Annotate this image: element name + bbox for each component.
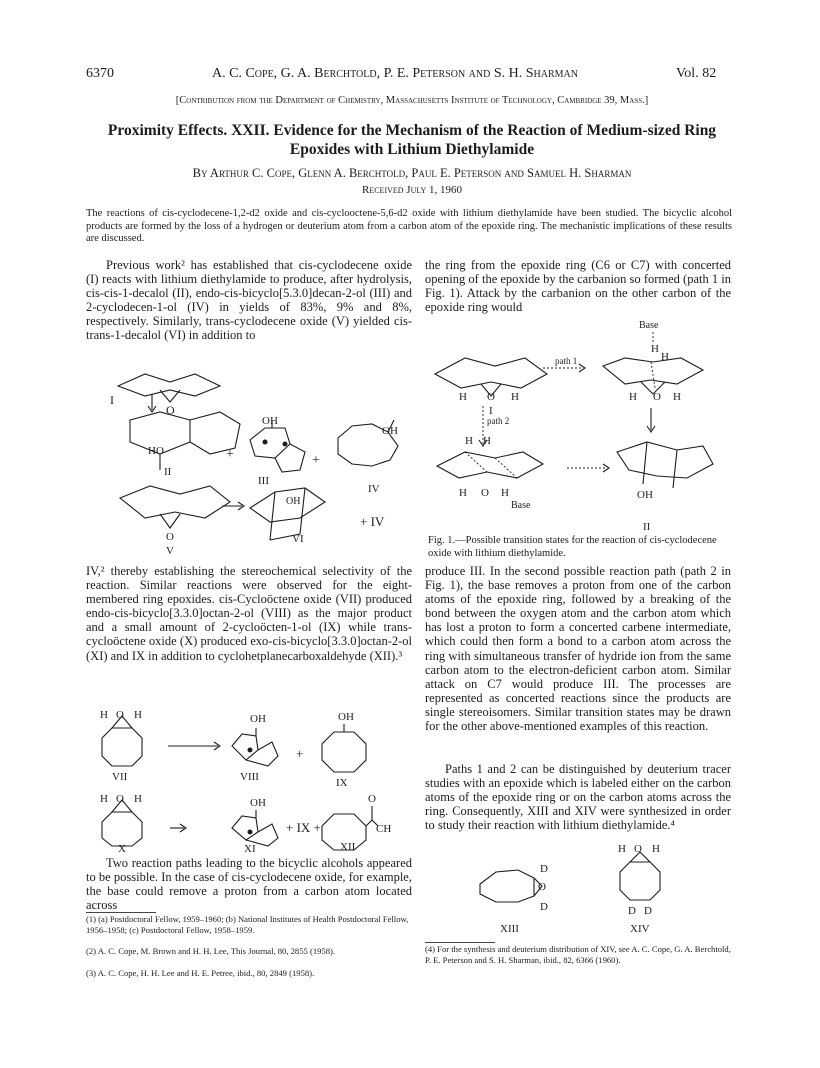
- label-D-XIII-a: D: [540, 863, 548, 875]
- label-O-X: O: [116, 793, 124, 805]
- label-XIV: XIV: [630, 923, 650, 935]
- footnote-4: (4) For the synthesis and deuterium distribution of XIV, see A. C. Cope, G. A. Berchtold, P. E. Peterson and S. H. Sharman, ibid., 82, 6366 (1960).: [425, 944, 731, 965]
- label-H-fig-b: H: [511, 391, 519, 403]
- label-O-XIV: O: [634, 843, 642, 855]
- label-VIII: VIII: [240, 771, 259, 783]
- label-H-ts2-a: H: [465, 435, 473, 447]
- footnote-rule: [86, 912, 156, 913]
- abstract: The reactions of cis-cyclodecene-1,2-d2 oxide and cis-cyclooctene-5,6-d2 oxide with lithium diethylamide have been studied. The bicyclic alcohol products are formed by the loss of a hydrogen or deuterium atom from a carbon atom of the epoxide ring. The mechanistic implications of these results are discussed.: [86, 208, 732, 244]
- structure-II: [130, 412, 240, 478]
- received-date: Received July 1, 1960: [362, 184, 462, 196]
- label-path-2: path 2: [487, 416, 510, 426]
- plus-sign-2: +: [312, 453, 320, 468]
- scheme-decalols: [100, 362, 412, 558]
- plus-IX: + IX +: [286, 820, 321, 835]
- label-IX: IX: [336, 777, 348, 789]
- label-base-bottom: Base: [511, 500, 531, 511]
- structure-XII: [322, 793, 391, 852]
- label-O-fig: O: [487, 391, 495, 403]
- label-O-V: O: [166, 531, 174, 543]
- label-H-fig-a: H: [459, 391, 467, 403]
- label-H-ts2-b: H: [483, 435, 491, 447]
- label-O-ts2: O: [481, 487, 489, 499]
- transition-state-path-1: [603, 358, 703, 403]
- label-XIII: XIII: [500, 923, 519, 935]
- label-OH-fig-II: OH: [637, 489, 653, 501]
- page-number: 6370: [86, 66, 114, 81]
- label-OH-VIII: OH: [250, 713, 266, 725]
- footnote-3: (3) A. C. Cope, H. H. Lee and H. E. Petree, ibid., 80, 2849 (1958).: [86, 968, 315, 978]
- structure-VI: [250, 488, 385, 545]
- scheme-cyclooctenes: [100, 706, 412, 852]
- structure-fig-I: [435, 358, 547, 417]
- label-H-X-a: H: [100, 793, 108, 805]
- label-CH-XII: CH: [376, 823, 392, 835]
- footnote-1: (1) (a) Postdoctoral Fellow, 1959–1960; (b) National Institutes of Health Postdoctoral Fellow, 1956–1958; (c) Postdoctoral Fellow, 1958–1959.: [86, 914, 409, 935]
- label-H-XIV-b: H: [652, 843, 660, 855]
- scheme-labeled-epoxides: [470, 840, 710, 940]
- label-III: III: [258, 475, 269, 487]
- structure-V: [120, 486, 244, 557]
- running-authors: A. C. Cope, G. A. Berchtold, P. E. Peterson and S. H. Sharman: [212, 66, 578, 81]
- structure-XIII: [480, 863, 548, 935]
- structure-IV: [338, 420, 398, 495]
- body-paragraph-1: Previous work² has established that cis-cyclodecene oxide (I) reacts with lithium diethylamide to produce, after hydrolysis, cis-cis-1-decalol (II), endo-cis-bicyclo[5.3.0]decan-2-ol (III) and 2-cyclodecen-1-ol (IV) in yields of 83%, 9% and 8%, respectively. Similarly, trans-cyclodecene oxide (V) yielded cis-trans-1-decalol (VI) in addition to: [86, 258, 412, 343]
- label-H-VII-a: H: [100, 709, 108, 721]
- label-HO-II: HO: [148, 445, 164, 457]
- label-XI: XI: [244, 843, 256, 852]
- label-XII: XII: [340, 841, 356, 852]
- label-O-I: O: [166, 403, 175, 417]
- label-OH-IV: OH: [382, 425, 398, 437]
- label-OH-IX: OH: [338, 711, 354, 723]
- structure-XI: [232, 797, 321, 852]
- body-paragraph-3: Two reaction paths leading to the bicyclic alcohols appeared to be possible. In the case of cis-cyclodecene oxide, for example, the base could remove a proton from a carbon atom located across: [86, 856, 412, 913]
- label-H-ts2-d: H: [501, 487, 509, 499]
- body-paragraph-6: Paths 1 and 2 can be distinguished by deuterium tracer studies with an epoxide which is labeled either on the carbon atoms of the epoxide ring or on the carbon atoms across the ring. Consequently, XIII and XIV were synthesized in order to study their reaction with lithium diethylamide.⁴: [425, 762, 731, 833]
- label-OH-XI: OH: [250, 797, 266, 809]
- label-VII: VII: [112, 771, 128, 783]
- label-fig-II: II: [643, 521, 651, 533]
- label-H-VII-b: H: [134, 709, 142, 721]
- structure-III: [250, 415, 320, 487]
- body-paragraph-5: produce III. In the second possible reaction path (path 2 in Fig. 1), the base removes a proton from one of the carbon atoms of the epoxide ring, followed by a breaking of the bond between the oxygen atom and the carbon atom which has lost a proton to form a concerted carbene intermediate, which could then form a bond to a carbon atom across the ring with simultaneous transfer of hydride ion from the same carbon atom to the electron-deficient carbon atom. Similar attack on C7 would produce III. The processes are represented as concerted reactions since the products are single stereoisomers. Similar transition states may be drawn for the other above-mentioned examples of this reaction.: [425, 564, 731, 734]
- label-O-XIII: O: [538, 881, 546, 893]
- plus-sign-3: +: [296, 746, 304, 761]
- label-fig-I: I: [489, 405, 493, 417]
- label-II: II: [164, 466, 172, 478]
- plus-IV: + IV: [360, 514, 385, 529]
- footnote-rule-2: [425, 942, 495, 943]
- plus-sign-1: +: [226, 447, 234, 462]
- footnote-2: (2) A. C. Cope, M. Brown and H. H. Lee, This Journal, 80, 2855 (1958).: [86, 946, 336, 956]
- label-H-X-b: H: [134, 793, 142, 805]
- volume: Vol. 82: [676, 66, 717, 81]
- label-H-top: H: [651, 343, 659, 355]
- article-title: Proximity Effects. XXII. Evidence for the Mechanism of the Reaction of Medium-sized Ring Epoxides with Lithium Diethylamide: [107, 122, 717, 158]
- label-H-XIV-a: H: [618, 843, 626, 855]
- structure-IX: [322, 711, 366, 789]
- label-O-ts1: O: [653, 391, 661, 403]
- structure-X: [100, 793, 186, 852]
- body-paragraph-4: the ring from the epoxide ring (C6 or C7) with concerted opening of the epoxide by the carbanion so formed (path 1 in Fig. 1). Attack by the carbanion on the other carbon of the epoxide ring would: [425, 258, 731, 315]
- label-D-XIII-b: D: [540, 901, 548, 913]
- label-I: I: [110, 393, 114, 407]
- label-H-ts2-c: H: [459, 487, 467, 499]
- label-H-ts1-b: H: [673, 391, 681, 403]
- figure-1-transition-states: [425, 318, 731, 534]
- transition-state-path-2: [437, 435, 543, 511]
- label-V: V: [166, 545, 174, 557]
- label-VI: VI: [292, 533, 304, 545]
- label-X: X: [118, 843, 126, 852]
- body-paragraph-2: IV,² thereby establishing the stereochemical selectivity of the reaction. Similar reactions were observed for the eight-membered ring epoxides. cis-Cycloöctene oxide (VII) produced endo-cis-bicyclo[3.3.0]octan-2-ol (VIII) as the major product and a small amount of 2-cycloöcten-1-ol (IX) while trans-cycloöctene oxide (X) produced exo-cis-bicyclo[3.3.0]octan-2-ol (XI) and IX in addition to cyclohetplanecarboxaldehyde (XII).³: [86, 564, 412, 663]
- label-D-XIV-a: D: [628, 905, 636, 917]
- label-base-top: Base: [639, 320, 659, 331]
- structure-VII: [100, 709, 220, 783]
- label-OH-III: OH: [262, 415, 278, 427]
- label-O-VII: O: [116, 709, 124, 721]
- label-O-XII: O: [368, 793, 376, 805]
- label-D-XIV-b: D: [644, 905, 652, 917]
- label-H-top-2: H: [661, 351, 669, 363]
- label-path-1: path 1: [555, 356, 578, 366]
- contribution-note: [Contribution from the Department of Chemistry, Massachusetts Institute of Technology, Cambridge 39, Mass.]: [175, 95, 649, 106]
- figure-caption: Fig. 1.—Possible transition states for the reaction of cis-cyclodecene oxide with lithium diethylamide.: [428, 535, 717, 559]
- label-OH-VI: OH: [286, 496, 301, 507]
- structure-I: [110, 374, 220, 417]
- label-H-ts1-a: H: [629, 391, 637, 403]
- label-IV: IV: [368, 483, 380, 495]
- structure-VIII: [232, 713, 303, 783]
- structure-XIV: [618, 843, 660, 935]
- structure-fig-II: [617, 442, 713, 533]
- byline: By Arthur C. Cope, Glenn A. Berchtold, Paul E. Peterson and Samuel H. Sharman: [192, 166, 632, 180]
